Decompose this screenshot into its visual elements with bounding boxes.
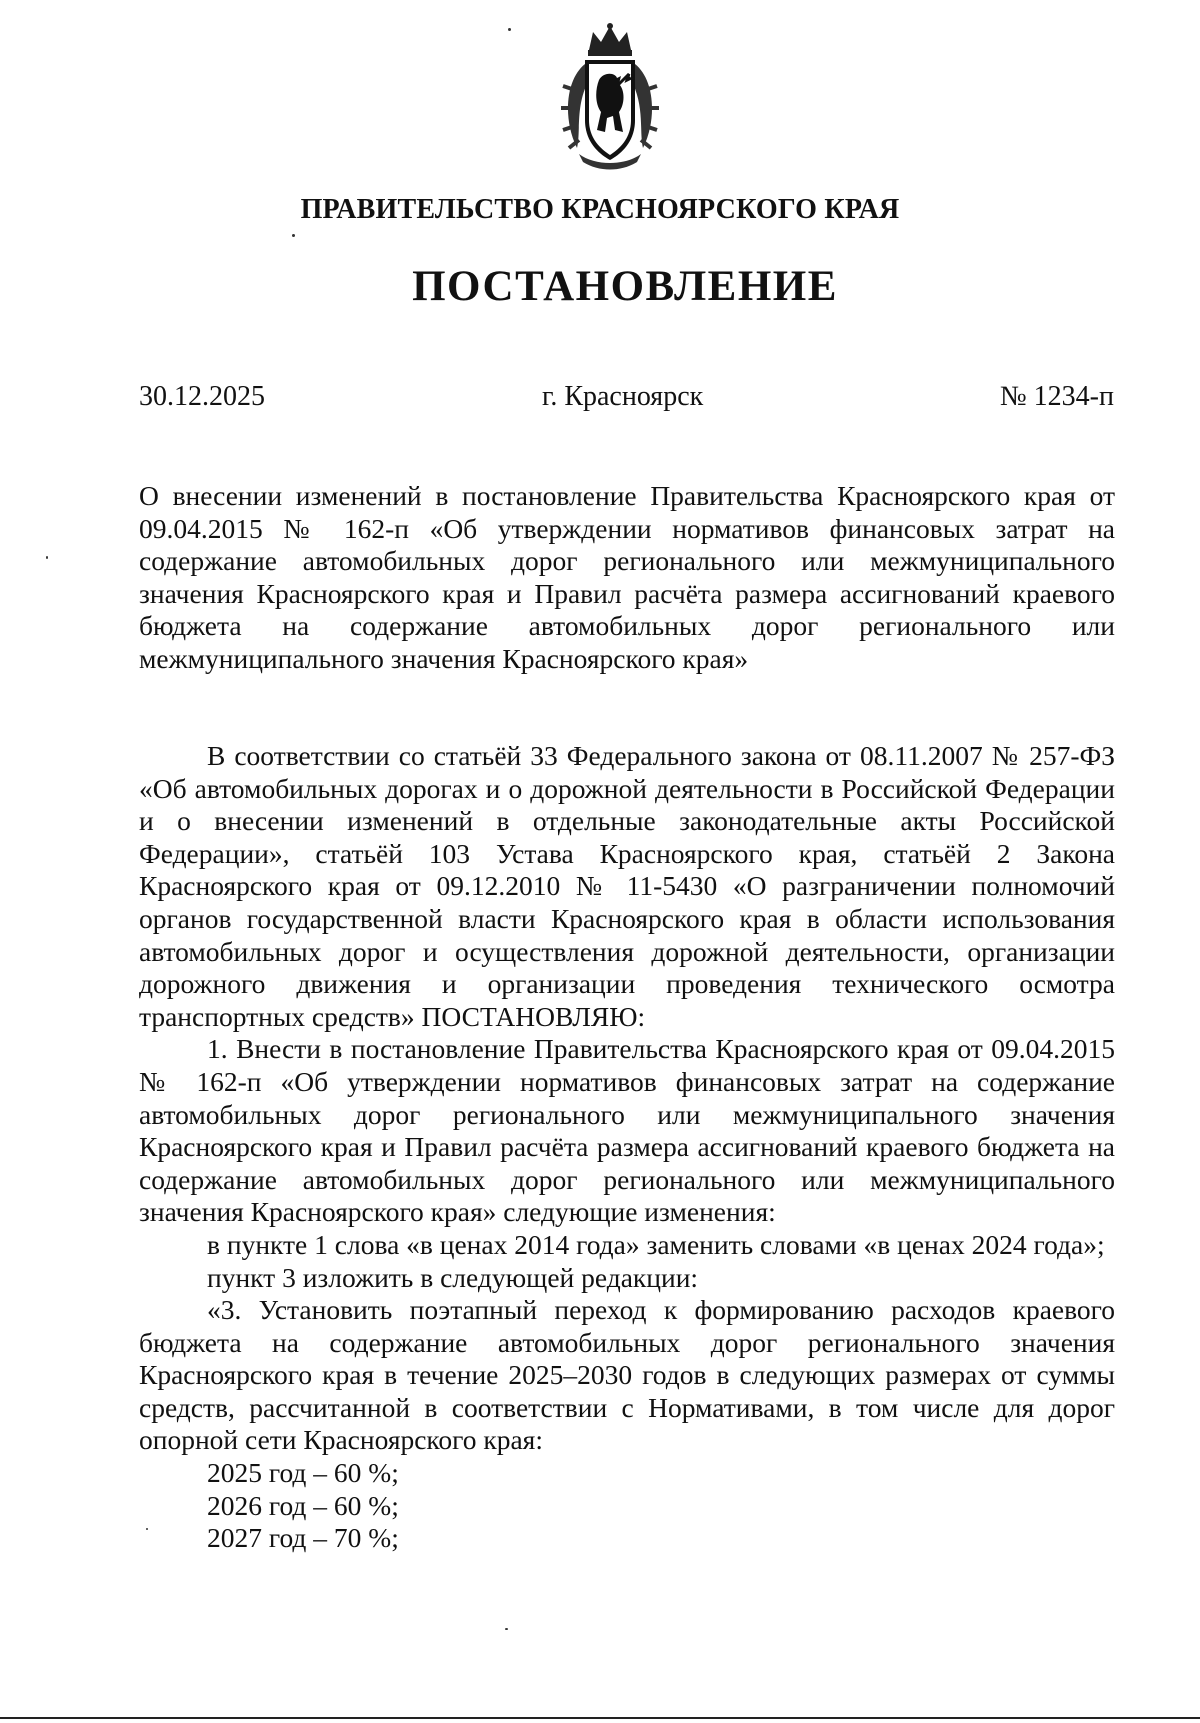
quoted-item-3-paragraph: «3. Установить поэтапный переход к формированию расходов краевого бюджета на содержание автомобильных дорог регионального значения Красноярского края в течение 2025–2030 годов в следующих размерах от суммы средств, рассчитанной в соответствии с Нормативами, в том числе для дорог опорной сети Красноярского края: — [139, 1294, 1115, 1456]
document-city: г. Красноярск — [542, 381, 704, 412]
krasnoyarsk-coat-of-arms-icon — [555, 20, 665, 172]
document-type: ПОСТАНОВЛЕНИЕ — [412, 263, 838, 310]
document-body — [139, 740, 1115, 1555]
document-number: № 1234-п — [999, 381, 1114, 412]
scan-speck — [505, 1628, 508, 1630]
organization-name: ПРАВИТЕЛЬСТВО КРАСНОЯРСКОГО КРАЯ — [300, 194, 900, 225]
year-percentage-line: 2026 год – 60 %; — [207, 1489, 399, 1521]
scan-speck — [292, 234, 295, 237]
preamble-paragraph: В соответствии со статьёй 33 Федерального закона от 08.11.2007 № 257-ФЗ «Об автомобильных дорогах и о дорожной деятельности в Российской Федерации и о внесении изменений в отдельные законодательные акты Российской Федерации», статьёй 103 Устава Красноярского края, статьёй 2 Закона Красноярского края от 09.12.2010 № 11-5430 «О разграничении полномочий органов государственной власти Красноярского края в области использования автомобильных дорог и осуществления дорожной деятельности, организации дорожного движения и организации проведения технического осмотра транспортных средств» ПОСТАНОВЛЯЮ: — [139, 740, 1115, 1032]
year-percentage-line: 2025 год – 60 %; — [207, 1457, 399, 1489]
scan-speck — [508, 28, 511, 31]
change-2-paragraph: пункт 3 изложить в следующей редакции: — [207, 1261, 699, 1293]
item-1-paragraph: 1. Внести в постановление Правительства Красноярского края от 09.04.2015 № 162-п «Об утверждении нормативов финансовых затрат на содержание автомобильных дорог регионального или межмуниципального значения Красноярского края и Правил расчёта размера ассигнований краевого бюджета на содержание автомобильных дорог регионального или межмуниципального значения Красноярского края» следующие изменения: — [139, 1033, 1115, 1228]
document-title: О внесении изменений в постановление Правительства Красноярского края от 09.04.2015 № 162-п «Об утверждении нормативов финансовых затрат на содержание автомобильных дорог регионального или межмуниципального значения Красноярского края и Правил расчёта размера ассигнований краевого бюджета на содержание автомобильных дорог регионального или межмуниципального значения Красноярского края» — [139, 480, 1115, 674]
scan-edge-line — [0, 1717, 1200, 1719]
document-date: 30.12.2025 — [139, 381, 265, 412]
scan-speck — [146, 1528, 148, 1530]
scan-speck — [46, 556, 48, 559]
year-percentage-line: 2027 год – 70 %; — [207, 1522, 399, 1554]
change-1-paragraph: в пункте 1 слова «в ценах 2014 года» заменить словами «в ценах 2024 года»; — [207, 1228, 1105, 1260]
